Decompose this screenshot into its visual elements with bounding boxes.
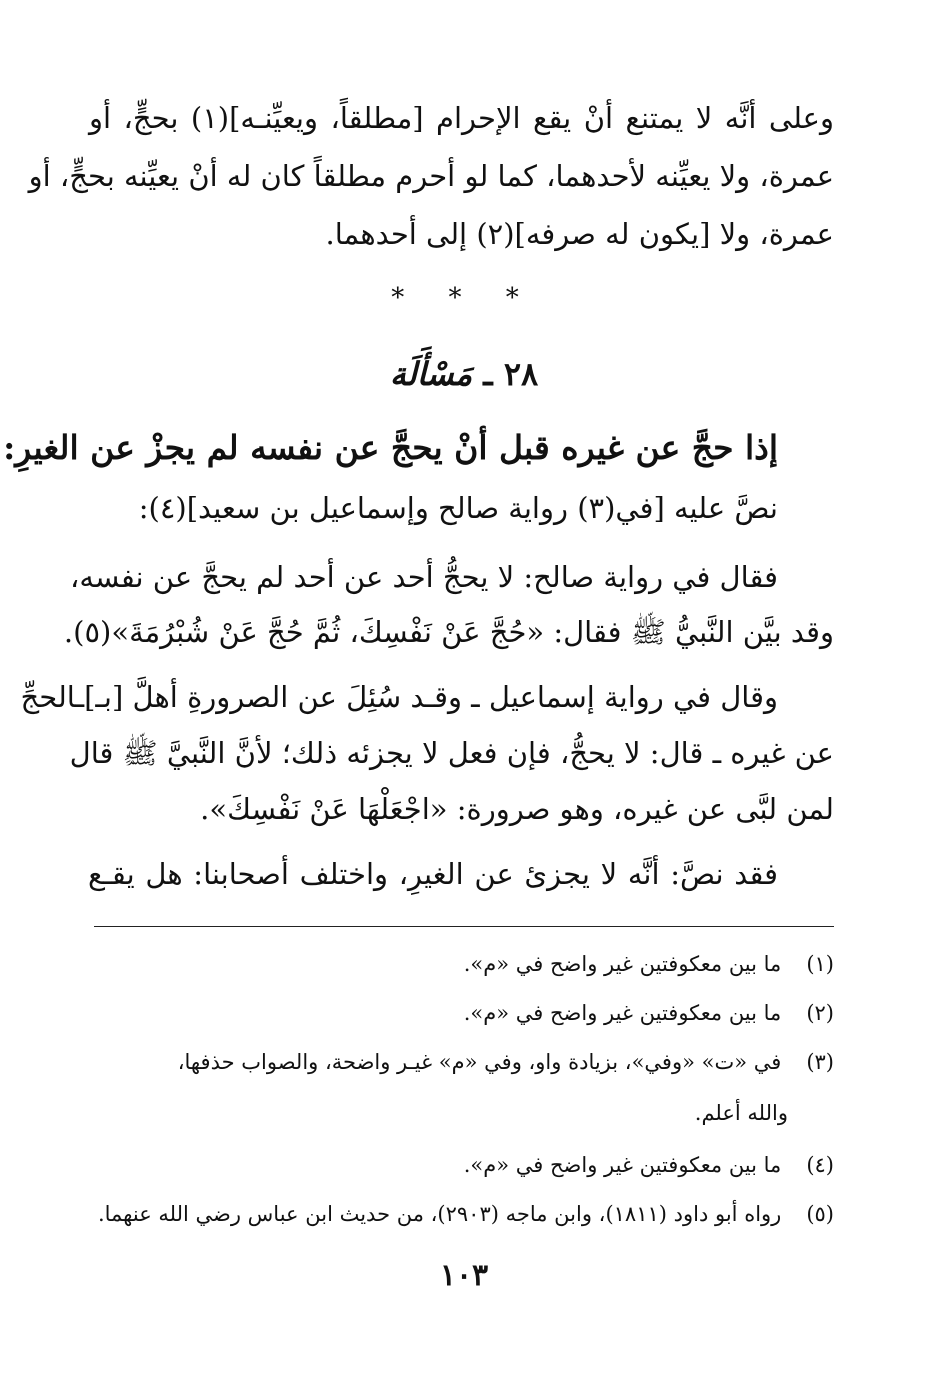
para1-line: وقد بيَّن النَّبيُّ ﷺ فقال: «حُجَّ عَنْ نَفْسِكَ، ثُمَّ حُجَّ عَنْ شُبْرُمَةَ»(٥). [63,615,834,649]
footnote-continuation [94,1097,834,1129]
para3-line: فقد نصَّ: أنَّه لا يجزئ عن الغيرِ، واختلف أصحابنا: هل يقـع [88,857,778,891]
footnote [94,948,834,980]
masala-title [0,352,928,396]
footnote-number: (٤) [806,1153,834,1177]
nass-line: نصَّ عليه [في(٣) رواية صالح وإسماعيل بن سعيد](٤): [138,491,778,525]
footnote [94,1198,834,1230]
footnote-text: ما بين معكوفتين غير واضح في «م». [463,1001,782,1025]
para2-line: عن غيره ـ قال: لا يحجُّ، فإن فعل لا يجزئه ذلك؛ لأنَّ النَّبيَّ ﷺ قال [69,736,834,770]
footnote-text: في «ت» «وفي»، بزيادة واو، وفي «م» غيـر واضحة، والصواب حذفها، [177,1050,782,1074]
body-line: عمرة، ولا [يكون له صرفه](٢) إلى أحدهما. [325,217,834,251]
page-number: ١٠٣ [439,1258,489,1293]
footnote-rule [94,926,834,927]
para2-line: لمن لبَّى عن غيره، وهو صرورة: «اجْعَلْهَا عَنْ نَفْسِكَ». [200,792,834,826]
footnote-text: والله أعلم. [694,1101,788,1125]
para1-line: فقال في رواية صالح: لا يحجُّ أحد عن أحد لم يحجَّ عن نفسه، [70,560,778,594]
footnote-number: (٣) [806,1050,834,1074]
masala-number: ٢٨ ـ [483,355,539,393]
masala-heading: إذا حجَّ عن غيره قبل أنْ يحجَّ عن نفسه لم يجزْ عن الغيرِ: [3,428,778,467]
footnote-text: ما بين معكوفتين غير واضح في «م». [463,952,782,976]
masala-word: مَسْأَلَة [389,355,473,393]
body-line: عمرة، ولا يعيِّنه لأحدهما، كما لو أحرم مطلقاً كان له أنْ يعيِّنه بحجٍّ، أو [28,159,834,193]
footnote-number: (٥) [806,1202,834,1226]
footnote [94,997,834,1029]
footnote-number: (٢) [806,1001,834,1025]
para2-line: وقال في رواية إسماعيل ـ وقـد سُئِلَ عن الصرورةِ أهلَّ [بـ]ـالحجِّ [20,680,778,714]
footnote-text: ما بين معكوفتين غير واضح في «م». [463,1153,782,1177]
footnote [94,1149,834,1181]
footnote [94,1046,834,1078]
body-line: وعلى أنَّه لا يمتنع أنْ يقع الإحرام [مطلقاً، ويعيِّنـه](١) بحجٍّ، أو [89,101,834,135]
footnote-text: رواه أبو داود (١٨١١)، وابن ماجه (٢٩٠٣)، من حديث ابن عباس رضي الله عنهما. [97,1202,782,1226]
footnote-number: (١) [806,952,834,976]
section-separator: * * * [391,283,537,313]
